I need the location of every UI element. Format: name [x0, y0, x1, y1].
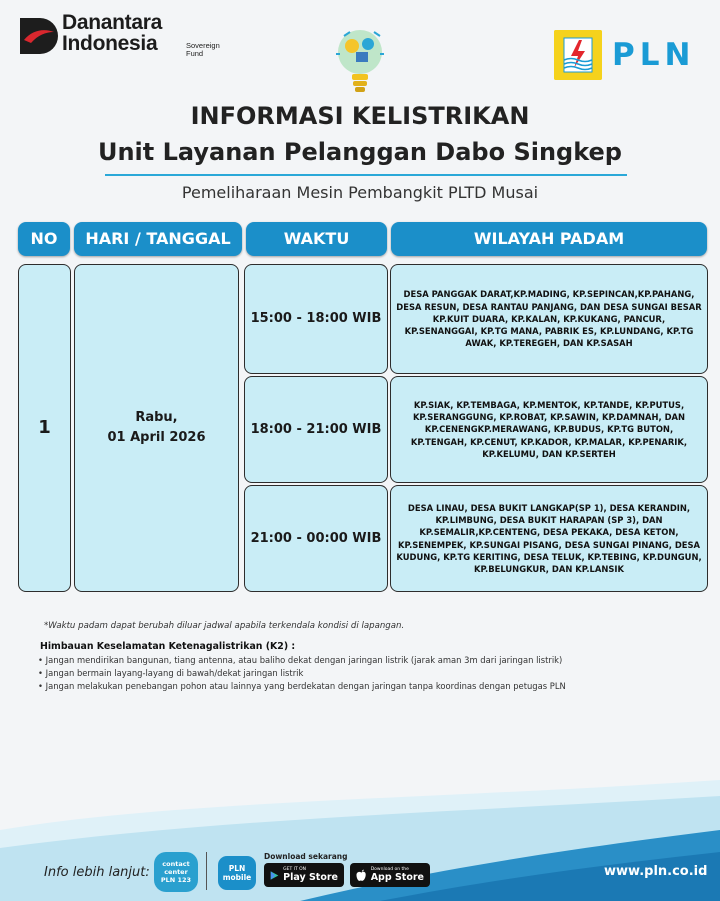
- danantara-line2: Indonesia: [62, 32, 158, 55]
- time-slot-1: 15:00 - 18:00 WIB: [244, 264, 388, 374]
- danantara-logo-icon: [18, 16, 58, 56]
- unit-title: Unit Layanan Pelanggan Dabo Singkep: [97, 138, 622, 166]
- title-divider: [105, 174, 627, 176]
- area-list-2: KP.SIAK, KP.TEMBAGA, KP.MENTOK, KP.TANDE, KP.PUTUS, KP.SERANGGUNG, KP.ROBAT, KP.SAWIN, KP.DAMNAH, DAN KP.CENENGKP.MERAWANG, KP.BUDUS, KP.TG BUTON, KP.TENGAH, KP.CENUT, KP.KADOR, KP.MALAR, KP.PENARIK, KP.KELUMU, DAN KP.SERTEH: [390, 376, 708, 483]
- row-number: 1: [18, 264, 71, 592]
- danantara-wordmark: [62, 12, 162, 54]
- time-slot-3: 21:00 - 00:00 WIB: [244, 485, 388, 592]
- area-list-1: DESA PANGGAK DARAT,KP.MADING, KP.SEPINCAN,KP.PAHANG, DESA RESUN, DESA RANTAU PANJANG, DAN DESA SUNGAI BESAR KP.KUIT DUARA, KP.KALAN, KP.KUKANG, PANCUR, KP.SENANGGAI, KP.TG MANA, PABRIK ES, KP.LUNDANG, KP.TG AWAK, KP.TEREGEH, DAN KP.SASAH: [390, 264, 708, 374]
- danantara-sub1: Sovereign: [186, 41, 220, 50]
- area-list-3: DESA LINAU, DESA BUKIT LANGKAP(SP 1), DESA KERANDIN, KP.LIMBUNG, DESA BUKIT HARAPAN (SP 3), DAN KP.SEMALIR,KP.CENTENG, DESA PEKAKA, DESA KETON, KP.SENEMPEK, KP.SUNGAI PISANG, DESA SUNGAI PINANG, DESA KUDUNG, KP.TG KERITING, DESA TELUK, KP.TEBING, KP.DUNGUN, KP.BELUNGKUR, DAN KP.LANSIK: [390, 485, 708, 592]
- play-store-button[interactable]: [264, 863, 344, 887]
- cc-line1: contact: [162, 860, 190, 868]
- page-subtitle: Pemeliharaan Mesin Pembangkit PLTD Musai: [181, 183, 539, 202]
- header-time: WAKTU: [246, 222, 387, 256]
- header-date: HARI / TANGGAL: [74, 222, 242, 256]
- danantara-sub2: Fund: [186, 49, 204, 58]
- info-label: Info lebih lanjut:: [44, 865, 150, 880]
- k2-item: • Jangan bermain layang-layang di bawah/dekat jaringan listrik: [38, 667, 566, 680]
- lightbulb-illustration-icon: [334, 24, 386, 96]
- play-store-label: Play Store: [283, 872, 338, 883]
- footer-divider: [206, 852, 207, 890]
- k2-item: • Jangan mendirikan bangunan, tiang antenna, atau baliho dekat dengan jaringan listrik (jarak aman 3m dari jaringan listrik): [38, 654, 566, 667]
- download-label: Download sekarang: [264, 852, 348, 861]
- app-store-caption: Download on the: [370, 867, 409, 872]
- pln-logo-icon: [554, 30, 602, 80]
- cc-line3: PLN 123: [160, 876, 192, 884]
- danantara-line1: Danantara: [62, 11, 163, 34]
- apple-icon: [356, 869, 367, 882]
- website-link[interactable]: www.pln.co.id: [604, 864, 708, 879]
- mobile-line2: mobile: [222, 873, 252, 882]
- date-cell: [74, 264, 239, 592]
- app-store-button[interactable]: [350, 863, 430, 887]
- pln-wordmark: PLN: [612, 37, 696, 73]
- play-store-icon: [270, 869, 279, 882]
- play-store-caption: GET IT ON: [283, 867, 307, 872]
- time-slot-2: 18:00 - 21:00 WIB: [244, 376, 388, 483]
- disclaimer-note: *Waktu padam dapat berubah diluar jadwal apabila terkendala kondisi di lapangan.: [44, 621, 405, 631]
- mobile-line1: PLN: [228, 864, 246, 873]
- k2-list: [38, 654, 566, 693]
- day-name: Rabu,: [135, 410, 178, 425]
- cc-line2: center: [164, 868, 188, 876]
- page-title: INFORMASI KELISTRIKAN: [190, 102, 530, 130]
- pln-mobile-badge[interactable]: [218, 856, 256, 890]
- danantara-subtitle: [186, 42, 220, 58]
- date-value: 01 April 2026: [107, 430, 206, 445]
- header-area: WILAYAH PADAM: [391, 222, 707, 256]
- k2-item: • Jangan melakukan penebangan pohon atau lainnya yang berdekatan dengan jaringan tanpa koordinas dengan petugas PLN: [38, 680, 566, 693]
- app-store-label: App Store: [370, 872, 424, 883]
- k2-title: Himbauan Keselamatan Ketenagalistrikan (K2) :: [40, 641, 296, 652]
- header-no: NO: [18, 222, 70, 256]
- contact-center-badge[interactable]: [154, 852, 198, 892]
